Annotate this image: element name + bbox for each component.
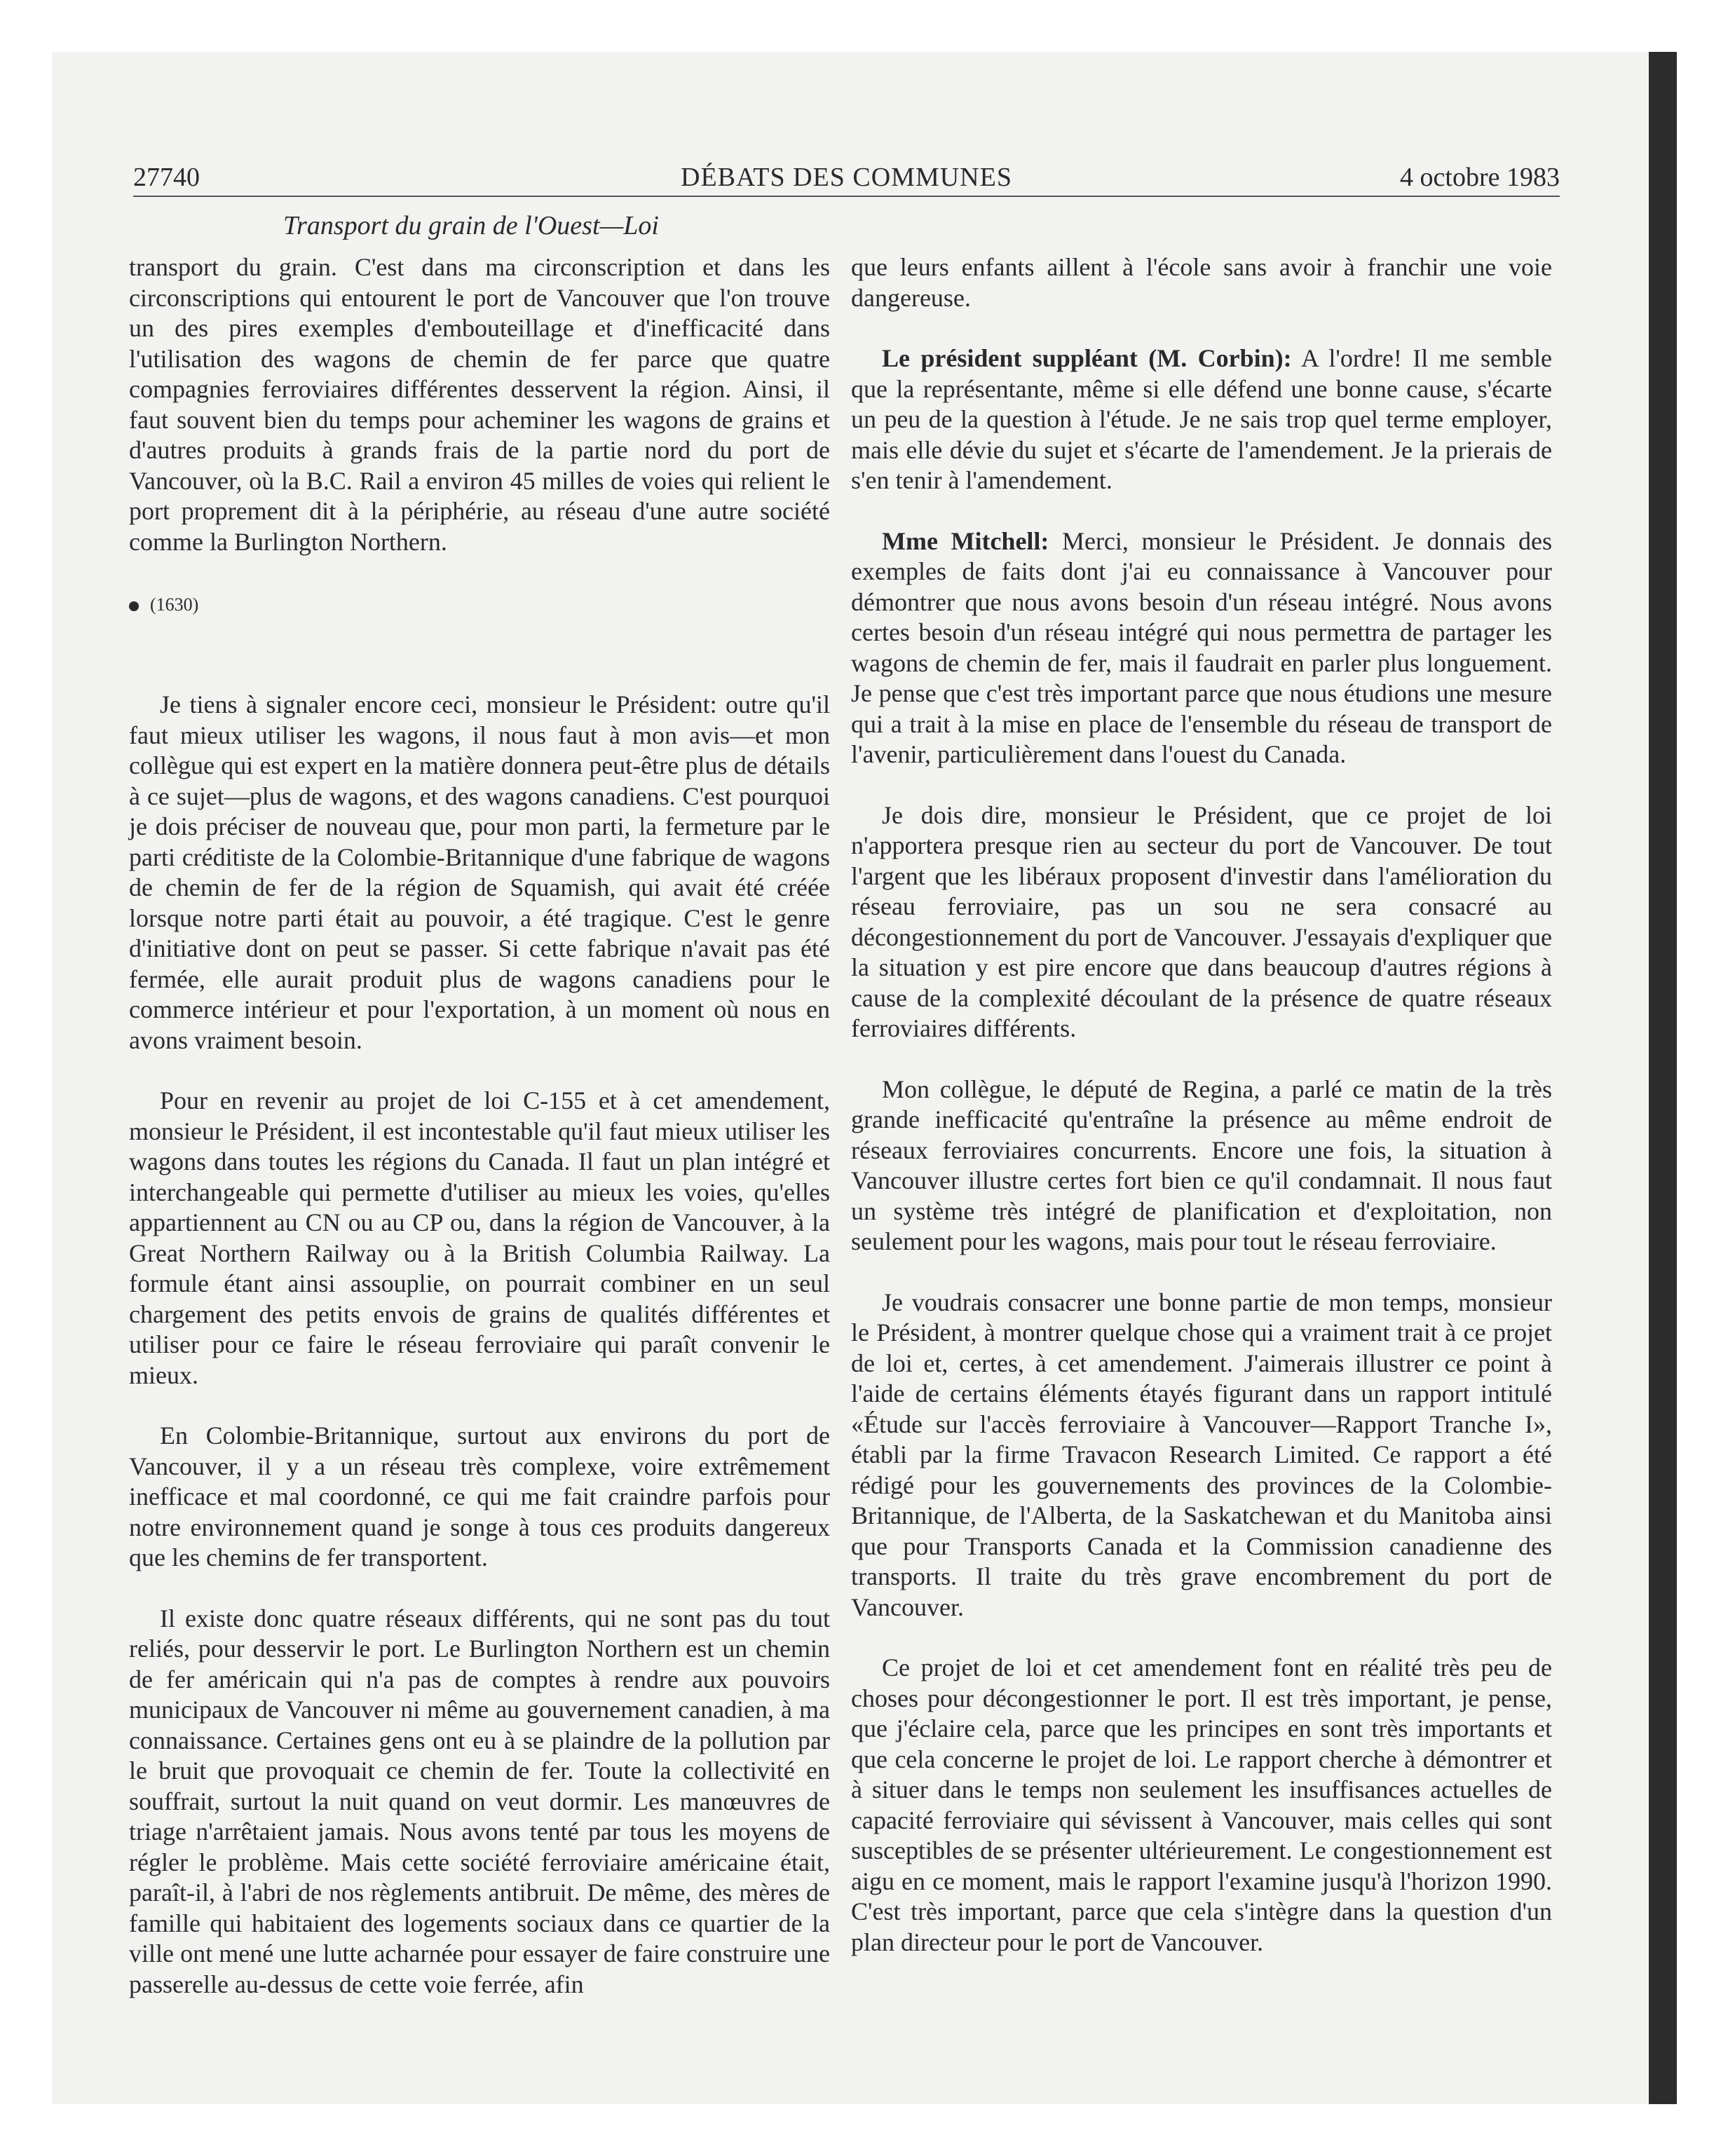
speech-paragraph	[851, 526, 1552, 770]
scan-edge-bar	[1649, 52, 1677, 2104]
paragraph: Je dois dire, monsieur le Président, que ce projet de loi n'apportera presque rien au secteur du port de Vancouver. De tout l'argent que les libéraux proposent d'investir dans l'amélioration du réseau ferroviaire, pas un sou ne sera consacré au décongestionnement du port de Vancouver. J'essayais d'expliquer que la situation y est pire encore que dans beaucoup d'autres régions à cause de la complexité découlant de la présence de quatre réseaux ferroviaires différents.	[851, 800, 1552, 1042]
paragraph: que leurs enfants aillent à l'école sans avoir à franchir une voie dangereuse.	[851, 253, 1552, 312]
paragraph: En Colombie-Britannique, surtout aux environs du port de Vancouver, il y a un réseau très complexe, voire extrêmement inefficace et mal coordonné, ce qui me fait craindre parfois pour notre environnement quand je songe à tous ces produits dangereux que les chemins de fer transportent.	[129, 1421, 830, 1571]
paragraph: Pour en revenir au projet de loi C-155 et à cet amendement, monsieur le Président, il est incontestable qu'il faut mieux utiliser les wagons dans toutes les régions du Canada. Il faut un plan intégré et interchangeable qui permette d'utiliser au mieux les voies, qu'elles appartiennent au CN ou au CP ou, dans la région de Vancouver, à la Great Northern Railway ou à la British Columbia Railway. La formule étant ainsi assouplie, on pourrait combiner en un seul chargement des petits envois de grains de qualités différentes et utiliser pour ce faire le réseau ferroviaire qui paraît convenir le mieux.	[129, 1086, 830, 1389]
speech-text: Merci, monsieur le Président. Je donnais des exemples de faits dont j'ai eu connaissance à Vancouver pour démontrer que nous avons besoin d'un réseau intégré. Nous avons certes besoin d'un réseau intégré qui nous permettra de partager les wagons de chemin de fer, mais il faudrait en parler plus longuement. Je pense que c'est très important parce que nous étudions une mesure qui a trait à la mise en place de l'ensemble du réseau de transport de l'avenir, particulièrement dans l'ouest du Canada.	[851, 526, 1552, 768]
time-marker-label: (1630)	[150, 594, 199, 615]
speaker-name: Le président suppléant (M. Corbin):	[882, 344, 1292, 372]
paragraph: Ce projet de loi et cet amendement font en réalité très peu de choses pour décongestionner le port. Il est très important, je pense, que j'éclaire cela, parce que les principes en sont très importants et que cela concerne le projet de loi. Le rapport cherche à démontrer et à situer dans le temps non seulement les insuffisances actuelles de capacité ferroviaire qui sévissent à Vancouver, mais celles qui sont susceptibles de se présenter ultérieurement. Le congestionnement est aigu en ce moment, mais le rapport l'examine jusqu'à l'horizon 1990. C'est très important, parce que cela s'intègre dans la question d'un plan directeur pour le port de Vancouver.	[851, 1653, 1552, 1956]
paragraph: transport du grain. C'est dans ma circonscription et dans les circonscriptions qui entourent le port de Vancouver que l'on trouve un des pires exemples d'embouteillage et d'inefficacité dans l'utilisation des wagons de chemin de fer parce que quatre compagnies ferroviaires différentes desservent la région. Ainsi, il faut souvent bien du temps pour acheminer les wagons de grains et d'autres produits à grands frais de la partie nord du port de Vancouver, où la B.C. Rail a environ 45 milles de voies qui relient le port proprement dit à la périphérie, au réseau d'une autre société comme la Burlington Northern.	[129, 253, 830, 556]
paragraph: Il existe donc quatre réseaux différents, qui ne sont pas du tout reliés, pour desservir le port. Le Burlington Northern est un chemin de fer américain qui n'a pas de comptes à rendre aux pouvoirs municipaux de Vancouver ni même au gouvernement canadien, à ma connaissance. Certaines gens ont eu à se plaindre de la pollution par le bruit que provoquait ce chemin de fer. Toute la collectivité en souffrait, surtout la nuit quand on veut dormir. Les manœuvres de triage n'arrêtaient jamais. Nous avons tenté par tous les moyens de régler le problème. Mais cette société ferroviaire américaine était, paraît-il, à l'abri de nos règlements antibruit. De même, des mères de famille qui habitaient des logements sociaux dans ce quartier de la ville ont mené une lutte acharnée pour essayer de faire construire une passerelle au-dessus de cette voie ferrée, afin	[129, 1604, 830, 1998]
paragraph: Mon collègue, le député de Regina, a parlé ce matin de la très grande inefficacité qu'entraîne la présence au même endroit de réseaux ferroviaires concurrents. Encore une fois, la situation à Vancouver illustre certes fort bien ce qu'il condamnait. Il nous faut un système très intégré de planification et d'exploitation, non seulement pour les wagons, mais pour tout le réseau ferroviaire.	[851, 1074, 1552, 1255]
time-marker	[129, 589, 830, 620]
speech-paragraph	[851, 343, 1552, 496]
header-rule	[133, 196, 1560, 197]
speaker-name: Mme Mitchell:	[882, 526, 1049, 555]
bullet-icon	[129, 601, 139, 611]
section-subtitle: Transport du grain de l'Ouest—Loi	[283, 211, 659, 240]
running-title: DÉBATS DES COMMUNES	[681, 163, 1012, 192]
page-header	[133, 160, 1560, 199]
speech-text: A l'ordre! Il me semble que la représentante, même si elle défend une bonne cause, s'écarte un peu de la question à l'étude. Je ne sais trop quel terme employer, mais elle dévie du sujet et s'écarte de l'amendement. Je la prierais de s'en tenir à l'amendement.	[851, 344, 1552, 494]
left-column	[129, 252, 830, 2030]
right-column	[851, 252, 1552, 1988]
page-number: 27740	[133, 163, 200, 192]
paragraph: Je tiens à signaler encore ceci, monsieur le Président: outre qu'il faut mieux utiliser les wagons, il nous faut à mon avis—et mon collègue qui est expert en la matière donnera peut-être plus de détails à ce sujet—plus de wagons, et des wagons canadiens. C'est pourquoi je dois préciser de nouveau que, pour mon parti, la fermeture par le parti créditiste de la Colombie-Britannique d'une fabrique de wagons de chemin de fer de la région de Squamish, qui avait été créée lorsque notre parti était au pouvoir, a été tragique. C'est le genre d'initiative dont on peut se passer. Si cette fabrique n'avait pas été fermée, elle aurait produit plus de wagons canadiens pour le commerce intérieur et pour l'exportation, à un moment où nous en avons vraiment besoin.	[129, 690, 830, 1054]
paragraph: Je voudrais consacrer une bonne partie de mon temps, monsieur le Président, à montrer quelque chose qui a vraiment trait à ce projet de loi et, certes, à cet amendement. J'aimerais illustrer ce point à l'aide de certains éléments étayés figurant dans un rapport intitulé «Étude sur l'accès ferroviaire à Vancouver—Rapport Tranche I», établi par la firme Travacon Research Limited. Ce rapport a été rédigé pour les gouvernements des provinces de la Colombie-Britannique, de l'Alberta, de la Saskatchewan et du Manitoba ainsi que pour Transports Canada et la Commission canadienne des transports. Il traite du très grave encombrement du port de Vancouver.	[851, 1288, 1552, 1621]
header-date: 4 octobre 1983	[1400, 163, 1560, 192]
